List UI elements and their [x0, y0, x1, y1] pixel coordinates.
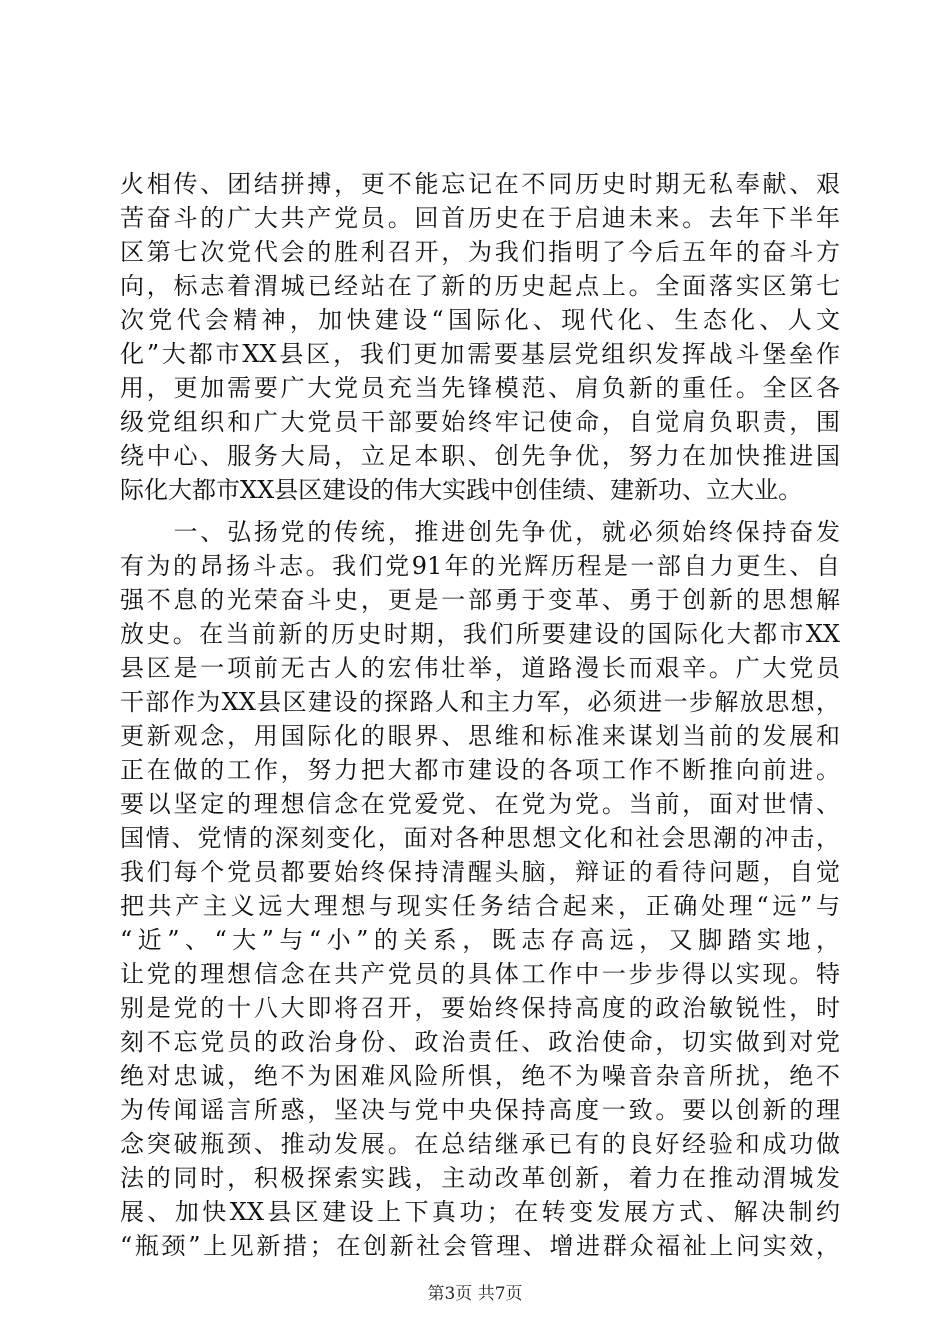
text-line: 展、加快XX县区建设上下真功；在转变发展方式、解决制约 — [120, 1198, 840, 1226]
text-line: 级党组织和广大党员干部要始终牢记使命，自觉肩负职责，围 — [120, 408, 840, 436]
text-line: 一、弘扬党的传统，推进创先争优，就必须始终保持奋发 — [120, 518, 840, 546]
text-line: 要以坚定的理想信念在党爱党、在党为党。当前，面对世情、 — [120, 790, 840, 818]
text-line: 向，标志着渭城已经站在了新的历史起点上。全面落实区第七 — [120, 272, 840, 300]
text-line: 次党代会精神，加快建设“国际化、现代化、生态化、人文 — [120, 306, 840, 334]
text-line: 有为的昂扬斗志。我们党91年的光辉历程是一部自力更生、自 — [120, 552, 840, 580]
text-line: 干部作为XX县区建设的探路人和主力军，必须进一步解放思想， — [120, 688, 840, 716]
text-line: 为传闻谣言所惑，坚决与党中央保持高度一致。要以创新的理 — [120, 1096, 840, 1124]
text-line: 法的同时，积极探索实践，主动改革创新，着力在推动渭城发 — [120, 1164, 840, 1192]
text-line: 念突破瓶颈、推动发展。在总结继承已有的良好经验和成功做 — [120, 1130, 840, 1158]
text-line: 把共产主义远大理想与现实任务结合起来，正确处理“远”与 — [120, 892, 840, 920]
text-line: 强不息的光荣奋斗史，更是一部勇于变革、勇于创新的思想解 — [120, 586, 840, 614]
text-line: 别是党的十八大即将召开，要始终保持高度的政治敏锐性，时 — [120, 994, 840, 1022]
text-line: 国情、党情的深刻变化，面对各种思想文化和社会思潮的冲击， — [120, 824, 840, 852]
text-line: 让党的理想信念在共产党员的具体工作中一步步得以实现。特 — [120, 960, 840, 988]
paragraph-2 — [120, 515, 840, 1263]
text-line: “瓶颈”上见新措；在创新社会管理、增进群众福祉上问实效， — [120, 1232, 840, 1260]
text-line: 我们每个党员都要始终保持清醒头脑，辩证的看待问题，自觉 — [120, 858, 840, 886]
text-line: 县区是一项前无古人的宏伟壮举，道路漫长而艰辛。广大党员 — [120, 654, 840, 682]
text-line: 绝对忠诚，绝不为困难风险所惧，绝不为噪音杂音所扰，绝不 — [120, 1062, 840, 1090]
text-line: 区第七次党代会的胜利召开，为我们指明了今后五年的奋斗方 — [120, 238, 840, 266]
text-line: 正在做的工作，努力把大都市建设的各项工作不断推向前进。 — [120, 756, 840, 784]
text-line: 刻不忘党员的政治身份、政治责任、政治使命，切实做到对党 — [120, 1028, 840, 1056]
text-line: 更新观念，用国际化的眼界、思维和标准来谋划当前的发展和 — [120, 722, 840, 750]
text-line: 火相传、团结拼搏，更不能忘记在不同历史时期无私奉献、艰 — [120, 170, 840, 198]
text-line: 用，更加需要广大党员充当先锋模范、肩负新的重任。全区各 — [120, 374, 840, 402]
text-line: 化”大都市XX县区，我们更加需要基层党组织发挥战斗堡垒作 — [120, 340, 840, 368]
text-line: 苦奋斗的广大共产党员。回首历史在于启迪未来。去年下半年 — [120, 204, 840, 232]
text-line: 际化大都市XX县区建设的伟大实践中创佳绩、建新功、立大业。 — [120, 476, 803, 504]
text-line: “近”、“大”与“小”的关系，既志存高远，又脚踏实地， — [120, 926, 840, 954]
paragraph-1 — [120, 167, 840, 507]
page-number-footer: 第3页 共7页 — [427, 1284, 523, 1304]
text-line: 放史。在当前新的历史时期，我们所要建设的国际化大都市XX — [120, 620, 840, 648]
text-line: 绕中心、服务大局，立足本职、创先争优，努力在加快推进国 — [120, 442, 840, 470]
